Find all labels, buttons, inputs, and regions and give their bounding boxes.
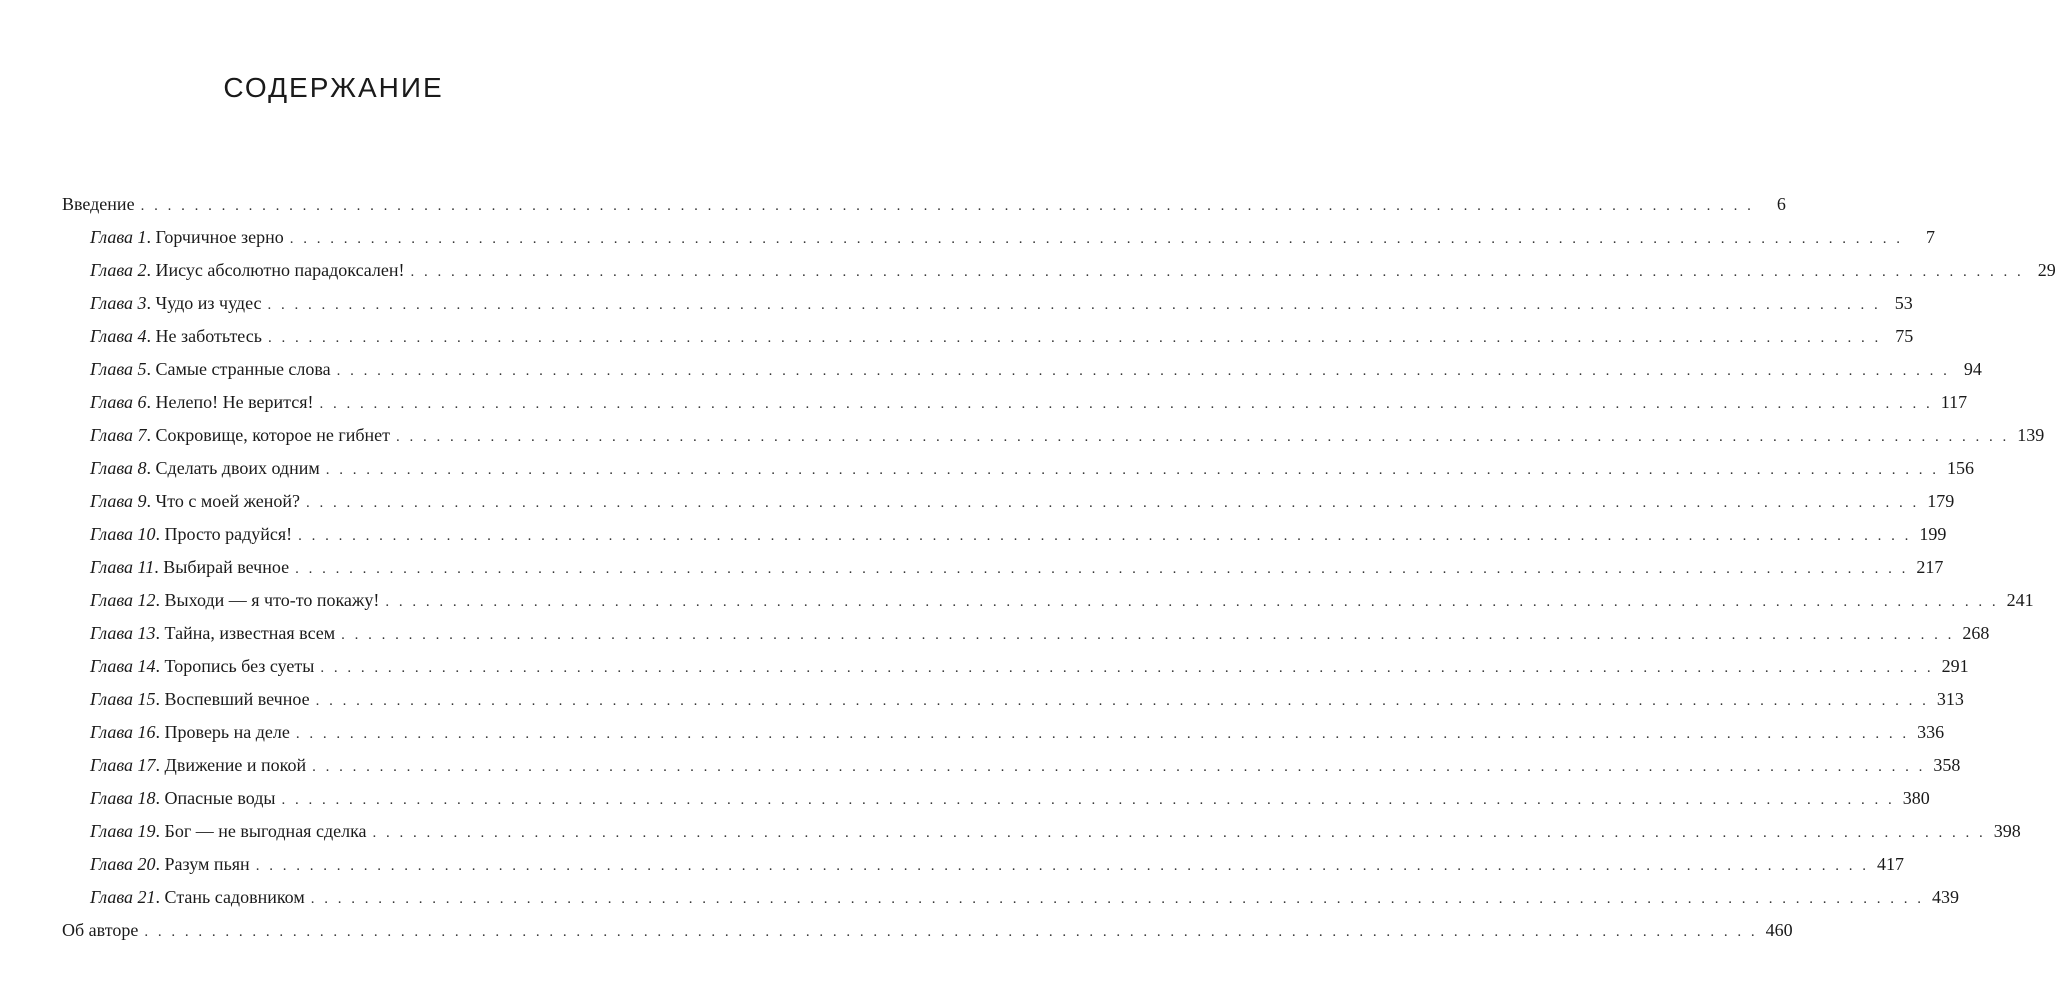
dot-leader: . . . . . . . . . . . . . . . . . . . . . . . . . . . . . . . . . . . . . . . . . . . . . . . . . . . . . . . . . . . . . . . . . . . . . . . . . . . . . . . . . . . . . . . . . . . . . . . . . . . . . . . . . . . . . . . . . . . . . . . . bbox=[267, 297, 1881, 313]
toc-entry-label bbox=[62, 188, 135, 221]
dot-leader: . . . . . . . . . . . . . . . . . . . . . . . . . . . . . . . . . . . . . . . . . . . . . . . . . . . . . . . . . . . . . . . . . . . . . . . . . . . . . . . . . . . . . . . . . . . . . . . . . . . . . . . . . . . . . . . . . . . . . . . . bbox=[306, 495, 1920, 511]
toc-section-row bbox=[62, 914, 1793, 947]
toc-entry-label: Глава 16. Проверь на деле bbox=[90, 722, 290, 742]
chapter-number: Глава 18 bbox=[90, 788, 156, 808]
page-number: 6 bbox=[1776, 194, 1786, 214]
chapter-number: Глава 8 bbox=[90, 458, 147, 478]
chapter-number: Глава 5 bbox=[90, 359, 147, 379]
toc-entry-title: Чудо из чудес bbox=[155, 293, 262, 313]
toc-entry-label: Глава 10. Просто радуйся! bbox=[90, 524, 293, 544]
toc-entry-label: Глава 19. Бог — не выгодная сделка bbox=[90, 821, 367, 841]
chapter-number: Глава 19 bbox=[90, 821, 156, 841]
dot-leader: . . . . . . . . . . . . . . . . . . . . . . . . . . . . . . . . . . . . . . . . . . . . . . . . . . . . . . . . . . . . . . . . . . . . . . . . . . . . . . . . . . . . . . . . . . . . . . . . . . . . . . . . . . . . . . . . . . . . . . . . bbox=[144, 924, 1758, 940]
toc-entry-title: Просто радуйся! bbox=[164, 524, 293, 544]
page-number: 417 bbox=[1876, 854, 1904, 874]
chapter-number: Глава 1 bbox=[90, 227, 147, 247]
toc-entry-label: Глава 2. Иисус абсолютно парадоксален! bbox=[90, 260, 405, 280]
toc-chapter-row bbox=[62, 551, 1944, 584]
toc-entry-title: Воспевший вечное bbox=[164, 689, 310, 709]
toc-entry-label: Глава 18. Опасные воды bbox=[90, 788, 276, 808]
toc-chapter-row bbox=[62, 419, 2045, 452]
toc-entry-label: Глава 14. Торопись без суеты bbox=[90, 656, 315, 676]
page-number: 268 bbox=[1962, 623, 1990, 643]
toc-entry-title: Сделать двоих одним bbox=[155, 458, 320, 478]
chapter-number: Глава 12 bbox=[90, 590, 156, 610]
chapter-number: Глава 4 bbox=[90, 326, 147, 346]
toc-chapter-row bbox=[62, 386, 1968, 419]
page-title: СОДЕРЖАНИЕ bbox=[223, 72, 444, 103]
page-number: 313 bbox=[1936, 689, 1964, 709]
dot-leader: . . . . . . . . . . . . . . . . . . . . . . . . . . . . . . . . . . . . . . . . . . . . . . . . . . . . . . . . . . . . . . . . . . . . . . . . . . . . . . . . . . . . . . . . . . . . . . . . . . . . . . . . . . . . . . . . . . . . . . . . bbox=[295, 561, 1909, 577]
dot-leader: . . . . . . . . . . . . . . . . . . . . . . . . . . . . . . . . . . . . . . . . . . . . . . . . . . . . . . . . . . . . . . . . . . . . . . . . . . . . . . . . . . . . . . . . . . . . . . . . . . . . . . . . . . . . . . . . . . . . . . . . bbox=[385, 594, 1999, 610]
toc-chapter-row bbox=[62, 287, 1913, 320]
toc-entry-title: Бог — не выгодная сделка bbox=[164, 821, 367, 841]
toc-entry-label bbox=[62, 914, 138, 947]
toc-chapter-row bbox=[62, 320, 1914, 353]
page-number: 291 bbox=[1941, 656, 1969, 676]
toc-entry-label: Глава 3. Чудо из чудес bbox=[90, 293, 262, 313]
dot-leader: . . . . . . . . . . . . . . . . . . . . . . . . . . . . . . . . . . . . . . . . . . . . . . . . . . . . . . . . . . . . . . . . . . . . . . . . . . . . . . . . . . . . . . . . . . . . . . . . . . . . . . . . . . . . . . . . . . . . . . . . bbox=[267, 330, 1882, 346]
toc-chapter-row bbox=[62, 749, 1961, 782]
page-number: 398 bbox=[1993, 821, 2021, 841]
dot-leader: . . . . . . . . . . . . . . . . . . . . . . . . . . . . . . . . . . . . . . . . . . . . . . . . . . . . . . . . . . . . . . . . . . . . . . . . . . . . . . . . . . . . . . . . . . . . . . . . . . . . . . . . . . . . . . . . . . . . . . . . bbox=[410, 264, 2024, 280]
chapter-number: Глава 10 bbox=[90, 524, 156, 544]
toc-entry-title: Разум пьян bbox=[164, 854, 250, 874]
dot-leader: . . . . . . . . . . . . . . . . . . . . . . . . . . . . . . . . . . . . . . . . . . . . . . . . . . . . . . . . . . . . . . . . . . . . . . . . . . . . . . . . . . . . . . . . . . . . . . . . . . . . . . . . . . . . . . . . . . . . . . . . bbox=[372, 825, 1986, 841]
toc-entry-label: Глава 9. Что с моей женой? bbox=[90, 491, 301, 511]
dot-leader: . . . . . . . . . . . . . . . . . . . . . . . . . . . . . . . . . . . . . . . . . . . . . . . . . . . . . . . . . . . . . . . . . . . . . . . . . . . . . . . . . . . . . . . . . . . . . . . . . . . . . . . . . . . . . . . . . . . . . . . . bbox=[396, 429, 2010, 445]
page-number: 241 bbox=[2006, 590, 2034, 610]
toc-entry-title: Не заботьтесь bbox=[155, 326, 262, 346]
toc-entry-title: Торопись без суеты bbox=[164, 656, 315, 676]
toc-entry-title: Сокровище, которое не гибнет bbox=[155, 425, 390, 445]
toc-entry-label: Глава 5. Самые странные слова bbox=[90, 359, 331, 379]
toc-entry-title: Выходи — я что-то покажу! bbox=[164, 590, 380, 610]
chapter-number: Глава 17 bbox=[90, 755, 156, 775]
page-number: 7 bbox=[1926, 227, 1935, 247]
toc-entry-label: Глава 15. Воспевший вечное bbox=[90, 689, 310, 709]
toc-entry-title: Нелепо! Не верится! bbox=[155, 392, 314, 412]
toc-chapter-row bbox=[62, 221, 1935, 254]
chapter-number: Глава 20 bbox=[90, 854, 156, 874]
toc-entry-title: Тайна, известная всем bbox=[164, 623, 336, 643]
toc-entry-title: Самые странные слова bbox=[155, 359, 331, 379]
page-number: 139 bbox=[2017, 425, 2045, 445]
toc-entry-title: Проверь на деле bbox=[164, 722, 290, 742]
chapter-number: Глава 13 bbox=[90, 623, 156, 643]
chapter-number: Глава 15 bbox=[90, 689, 156, 709]
toc-list bbox=[62, 188, 2056, 947]
page-number: 460 bbox=[1765, 920, 1793, 940]
chapter-number: Глава 3 bbox=[90, 293, 147, 313]
toc-entry-title: Выбирай вечное bbox=[163, 557, 290, 577]
toc-entry-label: Глава 7. Сокровище, которое не гибнет bbox=[90, 425, 390, 445]
toc-entry-label: Глава 1. Горчичное зерно bbox=[90, 227, 284, 247]
page-number: 94 bbox=[1963, 359, 1982, 379]
toc-entry-label: Глава 20. Разум пьян bbox=[90, 854, 250, 874]
toc-entry-label: Глава 4. Не заботьтесь bbox=[90, 326, 262, 346]
dot-leader: . . . . . . . . . . . . . . . . . . . . . . . . . . . . . . . . . . . . . . . . . . . . . . . . . . . . . . . . . . . . . . . . . . . . . . . . . . . . . . . . . . . . . . . . . . . . . . . . . . . . . . . . . . . . . . . . . . . . . . . . bbox=[315, 693, 1929, 709]
chapter-number: Глава 9 bbox=[90, 491, 147, 511]
chapter-number: Глава 7 bbox=[90, 425, 147, 445]
page-number: 156 bbox=[1947, 458, 1974, 478]
page-number: 199 bbox=[1919, 524, 1947, 544]
chapter-number: Глава 11 bbox=[90, 557, 155, 577]
page-number: 75 bbox=[1895, 326, 1914, 346]
toc-entry-title: Опасные воды bbox=[164, 788, 276, 808]
toc-entry-label: Глава 8. Сделать двоих одним bbox=[90, 458, 320, 478]
toc-entry-label: Глава 13. Тайна, известная всем bbox=[90, 623, 336, 643]
toc-chapter-row bbox=[62, 518, 1947, 551]
page-number: 217 bbox=[1916, 557, 1944, 577]
dot-leader: . . . . . . . . . . . . . . . . . . . . . . . . . . . . . . . . . . . . . . . . . . . . . . . . . . . . . . . . . . . . . . . . . . . . . . . . . . . . . . . . . . . . . . . . . . . . . . . . . . . . . . . . . . . . . . . . . . . . . . . . bbox=[295, 726, 1910, 742]
page-number: 179 bbox=[1927, 491, 1955, 511]
dot-leader: . . . . . . . . . . . . . . . . . . . . . . . . . . . . . . . . . . . . . . . . . . . . . . . . . . . . . . . . . . . . . . . . . . . . . . . . . . . . . . . . . . . . . . . . . . . . . . . . . . . . . . . . . . . . . . . . . . . . . . . . bbox=[320, 660, 1934, 676]
toc-entry-label: Глава 21. Стань садовником bbox=[90, 887, 305, 907]
toc-entry-title: Движение и покой bbox=[164, 755, 307, 775]
toc-chapter-row bbox=[62, 617, 1990, 650]
dot-leader: . . . . . . . . . . . . . . . . . . . . . . . . . . . . . . . . . . . . . . . . . . . . . . . . . . . . . . . . . . . . . . . . . . . . . . . . . . . . . . . . . . . . . . . . . . . . . . . . . . . . . . . . . . . . . . . . . . . . . . . . bbox=[298, 528, 1912, 544]
toc-entry-title: Иисус абсолютно парадоксален! bbox=[155, 260, 405, 280]
toc-chapter-row bbox=[62, 716, 1945, 749]
toc-entry-label: Глава 11. Выбирай вечное bbox=[90, 557, 290, 577]
dot-leader: . . . . . . . . . . . . . . . . . . . . . . . . . . . . . . . . . . . . . . . . . . . . . . . . . . . . . . . . . . . . . . . . . . . . . . . . . . . . . . . . . . . . . . . . . . . . . . . . . . . . . . . . . . . . . . . . . . . . . . . . bbox=[281, 792, 1895, 808]
page-number: 117 bbox=[1940, 392, 1968, 412]
dot-leader: . . . . . . . . . . . . . . . . . . . . . . . . . . . . . . . . . . . . . . . . . . . . . . . . . . . . . . . . . . . . . . . . . . . . . . . . . . . . . . . . . . . . . . . . . . . . . . . . . . . . . . . . . . . . . . . . . . . . . . . . bbox=[140, 198, 1754, 214]
page-number: 380 bbox=[1902, 788, 1930, 808]
toc-chapter-row bbox=[62, 683, 1964, 716]
dot-leader: . . . . . . . . . . . . . . . . . . . . . . . . . . . . . . . . . . . . . . . . . . . . . . . . . . . . . . . . . . . . . . . . . . . . . . . . . . . . . . . . . . . . . . . . . . . . . . . . . . . . . . . . . . . . . . . . . . . . . . . . bbox=[312, 759, 1926, 775]
dot-leader: . . . . . . . . . . . . . . . . . . . . . . . . . . . . . . . . . . . . . . . . . . . . . . . . . . . . . . . . . . . . . . . . . . . . . . . . . . . . . . . . . . . . . . . . . . . . . . . . . . . . . . . . . . . . . . . . . . . . . . . . bbox=[289, 231, 1903, 247]
toc-entry-title: Об авторе bbox=[62, 920, 139, 940]
page-number: 358 bbox=[1933, 755, 1961, 775]
toc-chapter-row bbox=[62, 881, 1959, 914]
page-number: 336 bbox=[1917, 722, 1945, 742]
dot-leader: . . . . . . . . . . . . . . . . . . . . . . . . . . . . . . . . . . . . . . . . . . . . . . . . . . . . . . . . . . . . . . . . . . . . . . . . . . . . . . . . . . . . . . . . . . . . . . . . . . . . . . . . . . . . . . . . . . . . . . . . bbox=[319, 396, 1933, 412]
chapter-number: Глава 14 bbox=[90, 656, 156, 676]
page-number: 29 bbox=[2037, 260, 2056, 280]
dot-leader: . . . . . . . . . . . . . . . . . . . . . . . . . . . . . . . . . . . . . . . . . . . . . . . . . . . . . . . . . . . . . . . . . . . . . . . . . . . . . . . . . . . . . . . . . . . . . . . . . . . . . . . . . . . . . . . . . . . . . . . . bbox=[341, 627, 1955, 643]
chapter-number: Глава 6 bbox=[90, 392, 147, 412]
toc-entry-title: Горчичное зерно bbox=[155, 227, 284, 247]
toc-entry-label: Глава 12. Выходи — я что-то покажу! bbox=[90, 590, 380, 610]
toc-chapter-row bbox=[62, 848, 1904, 881]
dot-leader: . . . . . . . . . . . . . . . . . . . . . . . . . . . . . . . . . . . . . . . . . . . . . . . . . . . . . . . . . . . . . . . . . . . . . . . . . . . . . . . . . . . . . . . . . . . . . . . . . . . . . . . . . . . . . . . . . . . . . . . . bbox=[325, 462, 1939, 478]
toc-entry-title: Введение bbox=[62, 194, 135, 214]
chapter-number: Глава 2 bbox=[90, 260, 147, 280]
toc-chapter-row bbox=[62, 353, 1982, 386]
toc-chapter-row bbox=[62, 650, 1969, 683]
toc-chapter-row bbox=[62, 452, 1974, 485]
page-number: 53 bbox=[1894, 293, 1913, 313]
toc-entry-title: Стань садовником bbox=[164, 887, 305, 907]
chapter-number: Глава 16 bbox=[90, 722, 156, 742]
toc-chapter-row bbox=[62, 584, 2034, 617]
toc-section-row bbox=[62, 188, 1786, 221]
toc-chapter-row bbox=[62, 782, 1930, 815]
chapter-number: Глава 21 bbox=[90, 887, 156, 907]
dot-leader: . . . . . . . . . . . . . . . . . . . . . . . . . . . . . . . . . . . . . . . . . . . . . . . . . . . . . . . . . . . . . . . . . . . . . . . . . . . . . . . . . . . . . . . . . . . . . . . . . . . . . . . . . . . . . . . . . . . . . . . . bbox=[255, 858, 1869, 874]
toc-chapter-row bbox=[62, 254, 2056, 287]
toc-entry-title: Что с моей женой? bbox=[155, 491, 301, 511]
dot-leader: . . . . . . . . . . . . . . . . . . . . . . . . . . . . . . . . . . . . . . . . . . . . . . . . . . . . . . . . . . . . . . . . . . . . . . . . . . . . . . . . . . . . . . . . . . . . . . . . . . . . . . . . . . . . . . . . . . . . . . . . bbox=[310, 891, 1924, 907]
toc-entry-label: Глава 6. Нелепо! Не верится! bbox=[90, 392, 314, 412]
toc-chapter-row bbox=[62, 485, 1955, 518]
toc-entry-label: Глава 17. Движение и покой bbox=[90, 755, 307, 775]
dot-leader: . . . . . . . . . . . . . . . . . . . . . . . . . . . . . . . . . . . . . . . . . . . . . . . . . . . . . . . . . . . . . . . . . . . . . . . . . . . . . . . . . . . . . . . . . . . . . . . . . . . . . . . . . . . . . . . . . . . . . . . . bbox=[336, 363, 1950, 379]
toc-chapter-row bbox=[62, 815, 2021, 848]
page-number: 439 bbox=[1931, 887, 1959, 907]
